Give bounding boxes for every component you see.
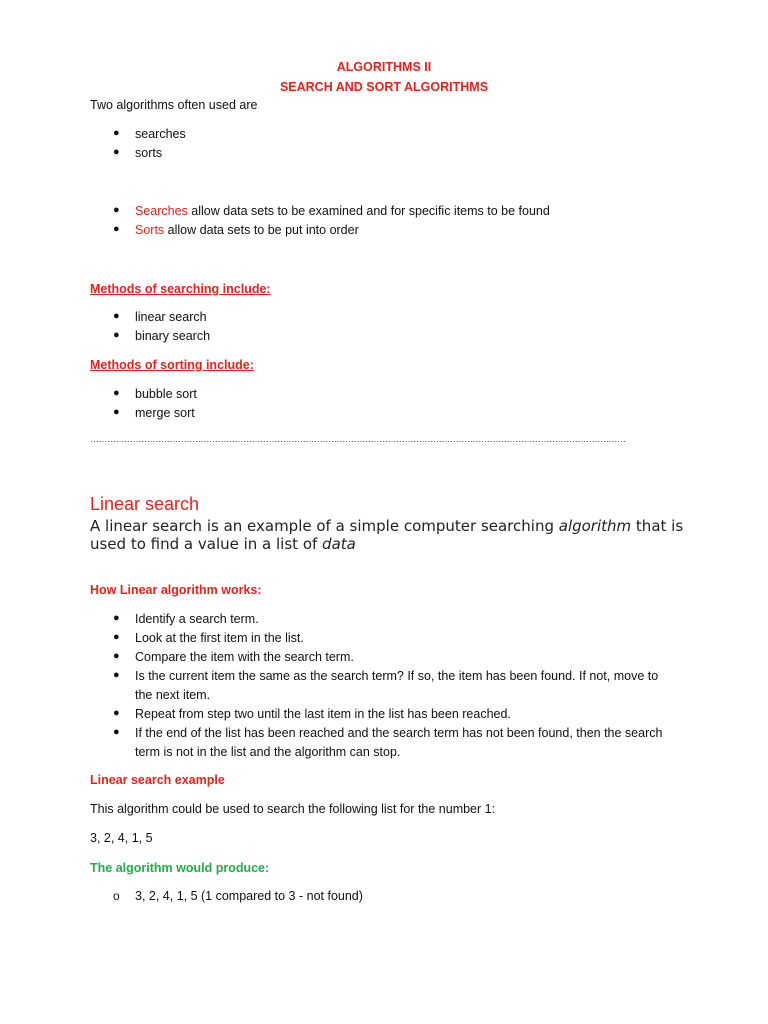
bullet-icon: ● <box>113 387 120 399</box>
document-title: ALGORITHMS II <box>336 60 432 74</box>
list-item: linear search <box>135 310 207 324</box>
step-item: If the end of the list has been reached and the search term has not been found, then the search <box>135 726 663 740</box>
sorting-heading: Methods of sorting include: <box>90 358 254 372</box>
description-italic: algorithm <box>558 517 632 535</box>
produce-item: 3, 2, 4, 1, 5 (1 compared to 3 - not found) <box>135 889 363 903</box>
list-item: merge sort <box>135 406 195 420</box>
example-text: This algorithm could be used to search the following list for the number 1: <box>90 802 496 816</box>
step-item: Is the current item the same as the search term? If so, the item has been found. If not, move to <box>135 669 659 683</box>
example-heading: Linear search example <box>90 773 225 787</box>
bullet-icon: ● <box>113 612 120 624</box>
definition-term: Searches <box>135 204 188 218</box>
bullet-icon: ● <box>113 631 120 643</box>
definition-searches <box>135 204 550 218</box>
bullet-icon: ● <box>113 127 120 139</box>
list-item: bubble sort <box>135 387 197 401</box>
bullet-icon: ● <box>113 707 120 719</box>
intro-text: Two algorithms often used are <box>90 98 258 112</box>
bullet-icon: ● <box>113 726 120 738</box>
bullet-icon: ● <box>113 329 120 341</box>
list-item: sorts <box>135 146 163 160</box>
step-item-continued: term is not in the list and the algorithm can stop. <box>135 745 401 759</box>
description-text: that is used to find a value in a list of <box>90 517 684 553</box>
step-item: Compare the item with the search term. <box>135 650 354 664</box>
definition-text: allow data sets to be put into order <box>164 223 359 237</box>
step-item-continued: the next item. <box>135 688 211 702</box>
list-item: searches <box>135 127 186 141</box>
description-italic: data <box>322 535 356 553</box>
definition-text: allow data sets to be examined and for specific items to be found <box>187 204 550 218</box>
linear-search-heading: Linear search <box>90 494 200 514</box>
step-item: Repeat from step two until the last item in the list has been reached. <box>135 707 511 721</box>
bullet-icon: ● <box>113 406 120 418</box>
definition-term: Sorts <box>135 223 165 237</box>
step-item: Identify a search term. <box>135 612 259 626</box>
bullet-icon: ● <box>113 310 120 322</box>
produce-heading: The algorithm would produce: <box>90 861 270 875</box>
example-list: 3, 2, 4, 1, 5 <box>90 831 153 845</box>
circle-bullet-icon: o <box>113 889 120 903</box>
bullet-icon: ● <box>113 669 120 681</box>
list-item: binary search <box>135 329 211 343</box>
bullet-icon: ● <box>113 223 120 235</box>
step-item: Look at the first item in the list. <box>135 631 304 645</box>
linear-search-description <box>90 517 690 553</box>
definition-sorts <box>135 223 359 237</box>
bullet-icon: ● <box>113 146 120 158</box>
bullet-icon: ● <box>113 204 120 216</box>
document-subtitle: SEARCH AND SORT ALGORITHMS <box>279 80 489 94</box>
how-linear-heading: How Linear algorithm works: <box>90 583 262 597</box>
bullet-icon: ● <box>113 650 120 662</box>
dotted-separator: ……………………………………………………………………………………………………………………………………………………………………… <box>90 434 626 444</box>
description-text: A linear search is an example of a simple computer searching <box>90 517 559 535</box>
searching-heading: Methods of searching include: <box>90 282 271 296</box>
